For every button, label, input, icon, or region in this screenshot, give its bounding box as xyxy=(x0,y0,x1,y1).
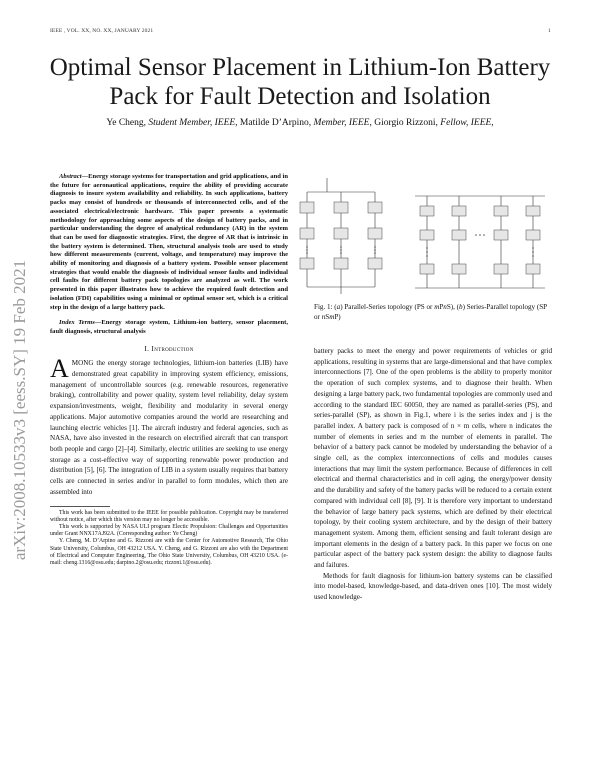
caption-text: S xyxy=(325,313,330,321)
page-number: 1 xyxy=(548,28,551,34)
caption-text: n xyxy=(443,303,447,311)
index-terms-text: —Energy storage system, Lithium-ion battery, sensor placement, fault diagnosis, structural analysis xyxy=(50,319,288,335)
caption-text: a xyxy=(336,303,341,311)
section-heading: I. Introduction xyxy=(144,343,194,353)
author-membership: Member, IEEE, xyxy=(313,118,372,128)
caption-text: m xyxy=(329,313,335,321)
figure-caption xyxy=(314,302,552,322)
footnote: This work has been submitted to the IEEE for possible publication. Copyright may be transferred without notice, after which this version may no longer be accessible. xyxy=(50,509,288,523)
caption-text: b xyxy=(459,303,463,311)
running-header: IEEE , VOL. XX, NO. XX, JANUARY 2021 xyxy=(50,28,154,34)
author-membership: Student Member, IEEE, xyxy=(148,118,238,128)
footnote: This work is supported by NASA ULI program Electic Propulsion: Challenges and Opportunities under Grant NNX17AJ92A. (Corresponding author: Ye Cheng) xyxy=(50,523,288,538)
footnote-rule xyxy=(50,506,110,507)
intro-paragraph xyxy=(50,354,288,497)
caption-text: ) Parallel-Series topology (PS or xyxy=(340,303,435,311)
author-name: Ye Cheng, xyxy=(106,118,149,128)
index-terms xyxy=(50,319,288,336)
body-paragraph: battery packs to meet the energy and power requirements of vehicles or grid applications, resulting in systems that are large-dimensional and that have complex interconnections [7]. One of the open problems is the ability to properly monitor the operation of such complex systems, and to diagnose their health. When designing a large battery pack, two fundamental topologies are commonly used and according to the standard IEC 60050, they are named as parallel-series (PS), and series-parallel (SP), as shown in Fig.1, where i is the series index and j is the parallel index. A battery pack is composed of n × m cells, where n indicates the number of elements in series and m the number of elements in parallel. The behavior of a battery pack cannot be modeled by understanding the behavior of a single cell, as the complex interconnections of cells and modules causes interactions that may limit the system performance. Because of differences in cell electrical and thermal characteristics and in cell aging, the energy/power density and the durability and safety of the battery packs will be reduced to a certain extent compared with individual cell [8], [9]. It is therefore very important to understand the behavior of large battery pack systems, which are defined by their electrical topology, by their cooling system architecture, and by the design of their battery management system. Among them, efficient sensing and fault tolerant design are important elements in the design of a battery pack. In this paper we focus on one particular aspect of the battery pack system design: the ability to diagnose faults and failures. xyxy=(314,347,552,570)
footnote: Y. Cheng, M. D’Arpino and G. Rizzoni are with the Center for Automotive Research, The Ohio State University, Columbus, OH 43212 USA. Y. Cheng, and G. Rizzoni are also with the Department of Electrical and Computer Engineering, The Ohio State University, Columbus, OH 43210 USA. (e-mail: cheng.1316@osu.edu; darpino.2@osu.edu; rizzoni.1@osu.edu). xyxy=(50,538,288,566)
caption-text: S), ( xyxy=(446,303,460,311)
drop-cap: A xyxy=(50,354,69,384)
caption-text: n xyxy=(321,313,326,321)
author-name: Matilde D’Arpino, xyxy=(237,118,314,128)
paper-title: Optimal Sensor Placement in Lithium-Ion Battery Pack for Fault Detection and Isolation xyxy=(49,54,551,110)
paragraph-text: MONG the energy storage technologies, lithium-ion batteries (LIB) have demonstrated great capability in improving system efficiency, emissions, management of uncontrollable sources (e.g. renewable resources, regenerative braking), controllability and power quality, system level reliability, delay system expansion/investments, weight, flexibility and modularity in several energy applications. Major automotive companies around the world are researching and launching electric vehicles [1]. The aircraft industry and federal agencies, such as NASA, have also invested in the research on electrified aircraft that can transport both people and cargo [2]–[4]. Similarly, electric utilities are seeking to use energy storage as a cost-effective way of supporting renewable power production and distribution [5], [6]. The integration of LIB in a system usually requires that battery cells are connected in series and/or in parallel to form modules, which then are assembled into xyxy=(50,359,288,496)
body-paragraph: Methods for fault diagnosis for lithium-ion battery systems can be classified into model-based, knowledge-based, and data-driven ones [10]. The most widely used knowledge- xyxy=(314,571,552,602)
figure-1b-diagram xyxy=(405,190,553,294)
abstract-label: Abstract xyxy=(59,173,82,180)
right-column xyxy=(314,346,552,603)
abstract xyxy=(50,173,288,312)
caption-text: P) xyxy=(334,313,341,321)
author-list xyxy=(40,118,560,128)
footnotes xyxy=(50,506,288,568)
figure-1a-diagram xyxy=(287,172,393,297)
caption-text: Fig. 1: ( xyxy=(314,303,337,311)
arxiv-id: arXiv:2008.10533v3 [eess.SY] 19 Feb 2021 xyxy=(10,259,29,561)
left-column xyxy=(50,173,288,567)
caption-text: ) Series-Parallel topology (SP or xyxy=(314,303,547,321)
arxiv-watermark xyxy=(0,0,40,776)
index-terms-label: Index Terms xyxy=(59,319,95,327)
caption-text: P xyxy=(439,303,444,311)
author-membership: Fellow, IEEE, xyxy=(440,118,494,128)
abstract-text: —Energy storage systems for transportation and grid applications, and in the future for aeronautical applications, require the ability of providing accurate diagnosis to insure system availability and reliability. In such applications, battery packs may consist of hundreds or thousands of interconnected cells, and of the associated electrical/electronic hardware. This paper presents a systematic methodology for approaching some aspects of the design of battery packs, and in particular understanding the degree of analytical redundancy (AR) in the system that can be used for diagnostic strategies. First, the degree of AR that is intrinsic in the battery system is determined. Then, structural analysis tools are used to study how different measurements (current, voltage, and temperature) may improve the ability of monitoring and diagnosis of a battery system. Possible sensor placement strategies that would enable the diagnosis of individual sensor faults and individual cell faults for different battery pack topologies are analyzed as well. The work presented in this paper illustrates how to achieve the required fault detection and isolation (FDI) capabilities using a minimal or optimal sensor set, which is a critical step in the design of a large battery pack. xyxy=(50,173,288,311)
caption-text: m xyxy=(434,303,440,311)
author-name: Giorgio Rizzoni, xyxy=(371,118,441,128)
